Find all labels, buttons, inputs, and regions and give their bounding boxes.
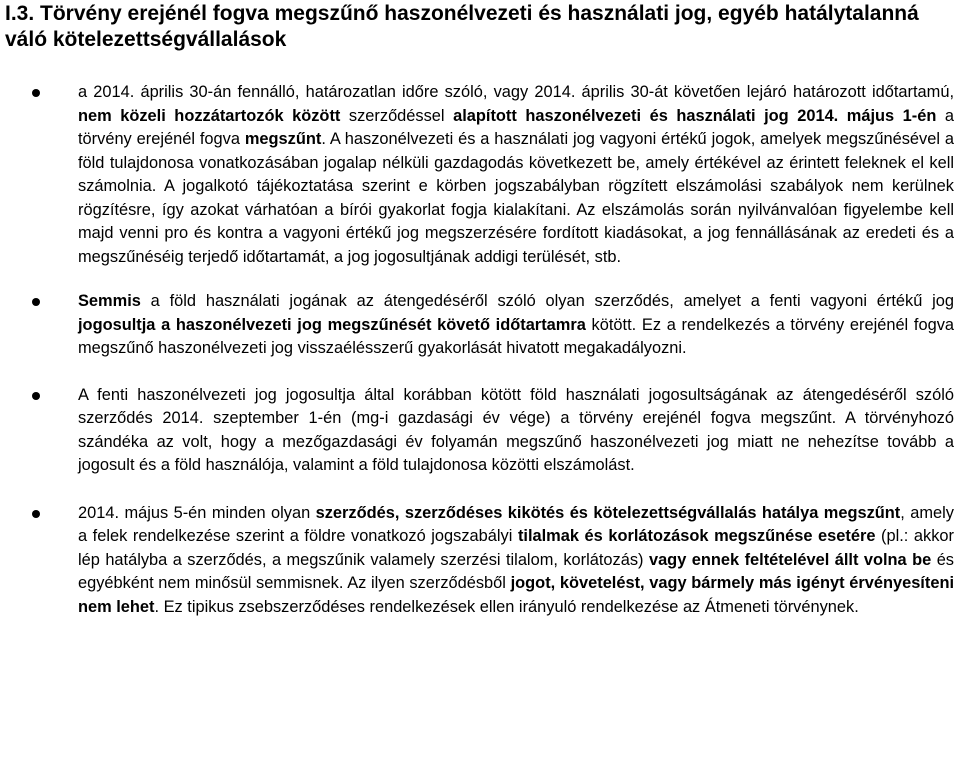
bullet-icon xyxy=(32,392,40,400)
list-item-text: 2014. május 5-én minden olyan szerződés, szerződéses kikötés és kötelezettségvállalás hatálya megszűnt, amely a felek rendelkezése szerint a földre vonatkozó jogszabályi tilalmak és korlátozások megszűnése esetére (pl.: akkor lép hatályba a szerződés, a megszűnik valamely szerzési tilalom, korlátozás) vagy ennek feltételével állt volna be és egyébként nem minősül semmisnek. Az ilyen szerződésből jogot, követelést, vagy bármely más igényt érvényesíteni nem lehet. Ez tipikus zsebszerződéses rendelkezések ellen irányuló rendelkezése az Átmeneti törvénynek. xyxy=(78,503,955,616)
list-item-text: a 2014. április 30-án fennálló, határozatlan időre szóló, vagy 2014. április 30-át követően lejáró határozott időtartamú, nem közeli hozzátartozók között szerződéssel alapított haszonélvezeti és használati jog 2014. május 1-én a törvény erejénél fogva megszűnt. A haszonélvezeti és a használati jog vagyoni értékű jogok, amelyek megszűnésével a föld tulajdonosa vonatkozásában jogalap nélküli gazdagodás következett be, amely értékével az érintett feleknek el kell számolnia. A jogalkotó tájékoztatása szerint e körben jogszabályban rögzített elszámolási szabályok nem kerülnek rögzítésre, így azokat várhatóan a bírói gyakorlat fogja kialakítani. Az elszámolás során nyilvánvalóan figyelembe kell majd venni pro és kontra a vagyoni értékű jog megszerzésére fordított kiadásokat, a jog fennállásának az eredeti és a megszűnéséig terjedő időtartamát, a jog jogosultjának addigi terülését, stb. xyxy=(78,83,955,266)
bullet-list xyxy=(5,81,954,619)
bullet-icon xyxy=(32,89,40,97)
bullet-icon xyxy=(32,298,40,306)
list-item xyxy=(5,81,954,269)
list-item xyxy=(5,384,954,478)
list-item-text: Semmis a föld használati jogának az átengedéséről szóló olyan szerződés, amelyet a fenti vagyoni értékű jog jogosultja a haszonélvezeti jog megszűnését követő időtartamra kötött. Ez a rendelkezés a törvény erejénél fogva megszűnő haszonélvezeti jog visszaélésszerű gyakorlását hivatott megakadályozni. xyxy=(78,292,954,357)
section-heading: I.3. Törvény erejénél fogva megszűnő haszonélvezeti és használati jog, egyéb hatálytalanná váló kötelezettségvállalások xyxy=(5,2,919,51)
bullet-icon xyxy=(32,510,40,518)
list-item xyxy=(5,290,954,361)
list-item-text: A fenti haszonélvezeti jog jogosultja által korábban kötött föld használati jogosultságának az átengedéséről szóló szerződés 2014. szeptember 1-én (mg-i gazdasági év vége) a törvény erejénél fogva megszűnt. A törvényhozó szándéka az volt, hogy a mezőgazdasági év folyamán megszűnő haszonélvezeti jog miatt ne nehezítse tovább a jogosult és a föld használója, valamint a föld tulajdonosa közötti elszámolást. xyxy=(78,385,954,474)
list-item xyxy=(5,502,954,620)
